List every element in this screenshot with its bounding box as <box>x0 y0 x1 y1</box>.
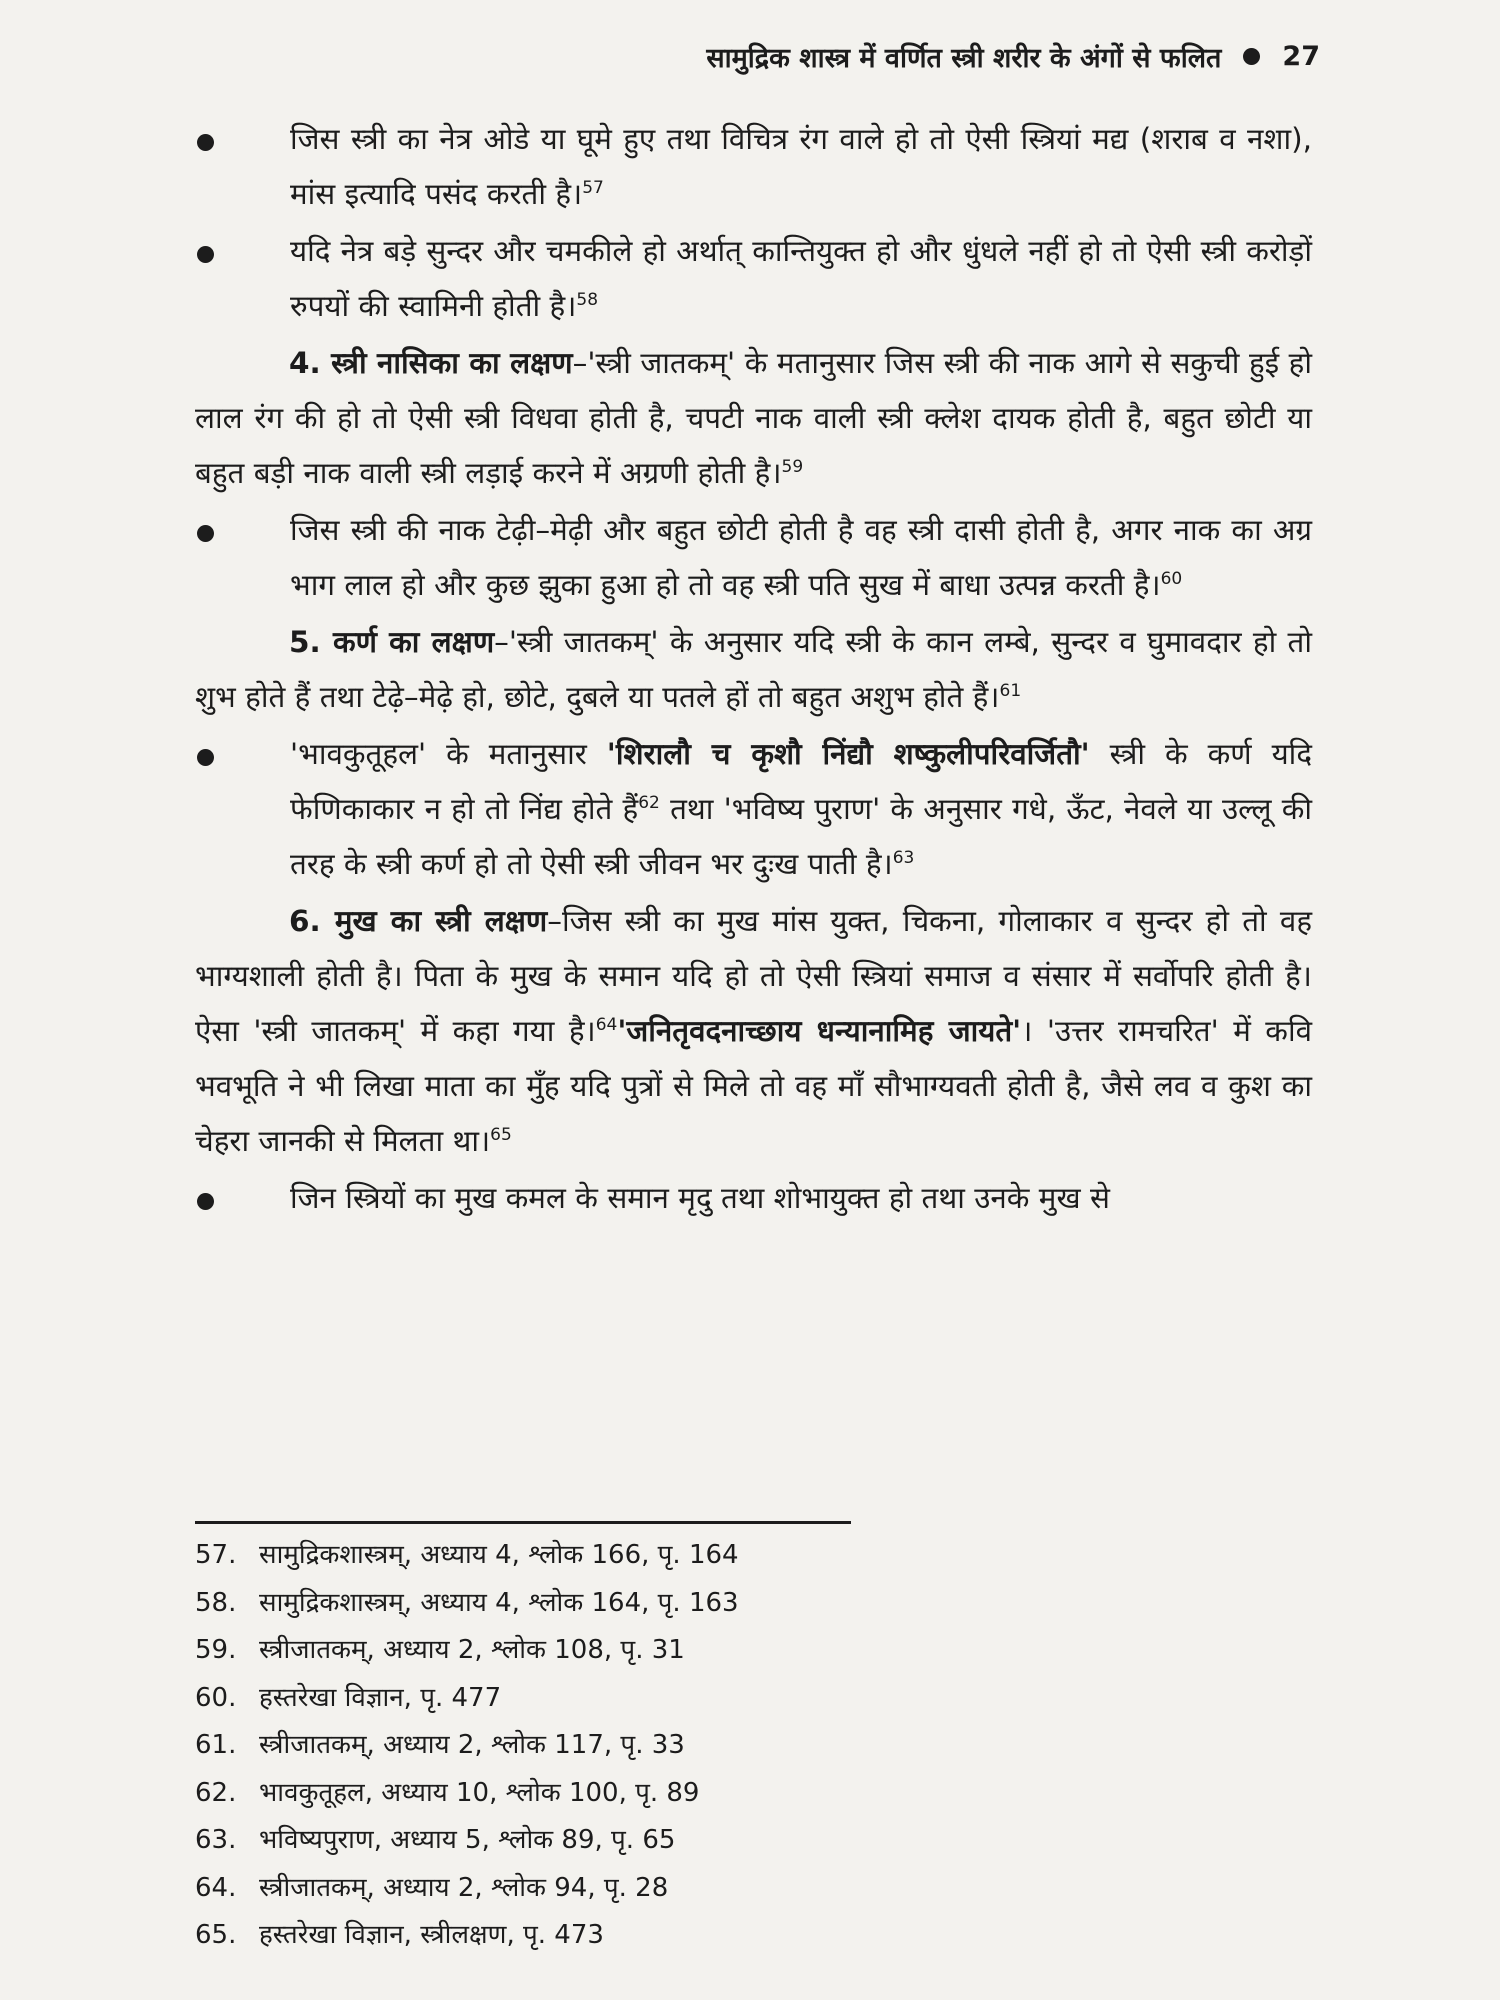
footnote-number: 59. <box>195 1635 237 1665</box>
footnote-text: स्त्रीजातकम्, अध्याय 2, श्लोक 108, पृ. 31 <box>259 1635 685 1665</box>
footnote-divider <box>195 1521 851 1524</box>
footnote <box>195 1627 995 1675</box>
footnote <box>195 1675 995 1723</box>
section-heading: 5. कर्ण का लक्षण <box>289 625 495 659</box>
bullet-icon <box>197 749 214 766</box>
bullet-icon <box>197 246 214 263</box>
main-text <box>195 112 1312 1228</box>
footnote-number: 61. <box>195 1730 237 1760</box>
section-heading: 6. मुख का स्त्री लक्षण <box>289 904 548 938</box>
footnote-ref: 61 <box>999 681 1022 702</box>
bullet-icon <box>1243 48 1260 65</box>
section-paragraph: 4. स्त्री नासिका का लक्षण–'स्त्री जातकम्' के मतानुसार जिस स्त्री की नाक आगे से सकुची हुई हो लाल रंग की हो तो ऐसी स्त्री विधवा होती है, चपटी नाक वाली स्त्री क्लेश दायक होती है, बहुत छोटी या बहुत बड़ी नाक वाली स्त्री लड़ाई करने में अग्रणी होती है।$^{59}$ <box>195 346 1312 490</box>
footnote-text: भावकुतूहल, अध्याय 10, श्लोक 100, पृ. 89 <box>259 1777 700 1808</box>
bullet-paragraph: जिन स्त्रियों का मुख कमल के समान मृदु तथा शोभायुक्त हो तथा उनके मुख से <box>195 1171 1312 1226</box>
footnote-number: 65. <box>195 1920 237 1950</box>
section-heading: 4. स्त्री नासिका का लक्षण <box>289 346 573 380</box>
bullet-icon <box>197 1193 214 1210</box>
header-title: सामुद्रिक शास्त्र में वर्णित स्त्री शरीर के अंगों से फलित <box>706 42 1222 74</box>
footnote <box>195 1580 995 1628</box>
section-paragraph: 6. मुख का स्त्री लक्षण–जिस स्त्री का मुख मांस युक्त, चिकना, गोलाकार व सुन्दर हो तो वह भाग्यशाली होती है। पिता के मुख के समान यदि हो तो ऐसी स्त्रियां समाज व संसार में सर्वोपरि होती है। ऐसा 'स्त्री जातकम्' में कहा गया है।$^{64}$'जनितृवदनाच्छाय धन्यानामिह जायते'। 'उत्तर रामचरित' में कवि भवभूति ने भी लिखा माता का मुँह यदि पुत्रों से मिले तो वह माँ सौभाग्यवती होती है, जैसे लव व कुश का चेहरा जानकी से मिलता था।$^{65}$ <box>195 904 1312 1158</box>
section-paragraph: 5. कर्ण का लक्षण–'स्त्री जातकम्' के अनुसार यदि स्त्री के कान लम्बे, सुन्दर व घुमावदार हो तो शुभ होते हैं तथा टेढ़े–मेढ़े हो, छोटे, दुबले या पतले हों तो बहुत अशुभ होते हैं।$^{61}$ <box>195 625 1312 714</box>
footnote-ref: 58 <box>576 290 599 311</box>
footnote-number: 58. <box>195 1587 237 1618</box>
footnote-text: हस्तरेखा विज्ञान, पृ. 477 <box>259 1682 502 1713</box>
footnote-ref: 57 <box>582 178 604 199</box>
footnote-number: 60. <box>195 1682 237 1713</box>
page-number: 27 <box>1282 40 1320 72</box>
bullet-paragraph: जिस स्त्री की नाक टेढ़ी–मेढ़ी और बहुत छोटी होती है वह स्त्री दासी होती है, अगर नाक का अग्र भाग लाल हो और कुछ झुका हुआ हो तो वह स्त्री पति सुख में बाधा उत्पन्न करती है।$^{60}$ <box>195 503 1312 613</box>
footnote-ref: 62 <box>638 793 660 814</box>
footnote-number: 57. <box>195 1540 237 1570</box>
footnote-text: हस्तरेखा विज्ञान, स्त्रीलक्षण, पृ. 473 <box>259 1920 604 1950</box>
footnote <box>195 1912 995 1960</box>
footnotes <box>195 1532 995 1960</box>
footnote-text: सामुद्रिकशास्त्रम्, अध्याय 4, श्लोक 166, पृ. 164 <box>259 1540 739 1570</box>
footnote-text: भविष्यपुराण, अध्याय 5, श्लोक 89, पृ. 65 <box>259 1825 676 1855</box>
footnote-number: 64. <box>195 1872 237 1903</box>
footnote-text: सामुद्रिकशास्त्रम्, अध्याय 4, श्लोक 164, पृ. 163 <box>259 1587 739 1618</box>
footnote-text: स्त्रीजातकम्, अध्याय 2, श्लोक 94, पृ. 28 <box>259 1872 669 1903</box>
bullet-paragraph: 'भावकुतूहल' के मतानुसार 'शिरालौ च कृशौ निंद्यौ शष्कुलीपरिवर्जितौ' स्त्री के कर्ण यदि फेणिकाकार न हो तो निंद्य होते हैं$^{62}$ तथा 'भविष्य पुराण' के अनुसार गधे, ऊँट, नेवले या उल्लू की तरह के स्त्री कर्ण हो तो ऐसी स्त्री जीवन भर दुःख पाती है।$^{63}$ <box>195 727 1312 892</box>
footnote-ref: 59 <box>781 457 804 478</box>
footnote-text: स्त्रीजातकम्, अध्याय 2, श्लोक 117, पृ. 33 <box>259 1730 685 1760</box>
running-header <box>540 36 1320 76</box>
footnote <box>195 1865 995 1913</box>
bullet-icon <box>197 134 214 151</box>
footnote-ref: 63 <box>892 848 915 869</box>
sanskrit-quote: 'शिरालौ च कृशौ निंद्यौ शष्कुलीपरिवर्जितौ' <box>606 737 1090 771</box>
footnote <box>195 1770 995 1818</box>
sanskrit-quote: 'जनितृवदनाच्छाय धन्यानामिह जायते' <box>617 1014 1022 1048</box>
footnote <box>195 1817 995 1865</box>
bullet-paragraph: यदि नेत्र बड़े सुन्दर और चमकीले हो अर्थात् कान्तियुक्त हो और धुंधले नहीं हो तो ऐसी स्त्री करोड़ों रुपयों की स्वामिनी होती है।$^{58}$ <box>195 224 1312 334</box>
footnote-number: 63. <box>195 1825 237 1855</box>
footnote-ref: 65 <box>490 1125 512 1146</box>
footnote-ref: 60 <box>1160 569 1183 590</box>
footnote-ref: 64 <box>595 1015 618 1036</box>
footnote <box>195 1532 995 1580</box>
bullet-icon <box>197 525 214 542</box>
footnote-number: 62. <box>195 1777 237 1808</box>
bullet-paragraph: जिस स्त्री का नेत्र ओडे या घूमे हुए तथा विचित्र रंग वाले हो तो ऐसी स्त्रियां मद्य (शराब व नशा), मांस इत्यादि पसंद करती है।$^{57}$ <box>195 112 1312 222</box>
footnote <box>195 1722 995 1770</box>
